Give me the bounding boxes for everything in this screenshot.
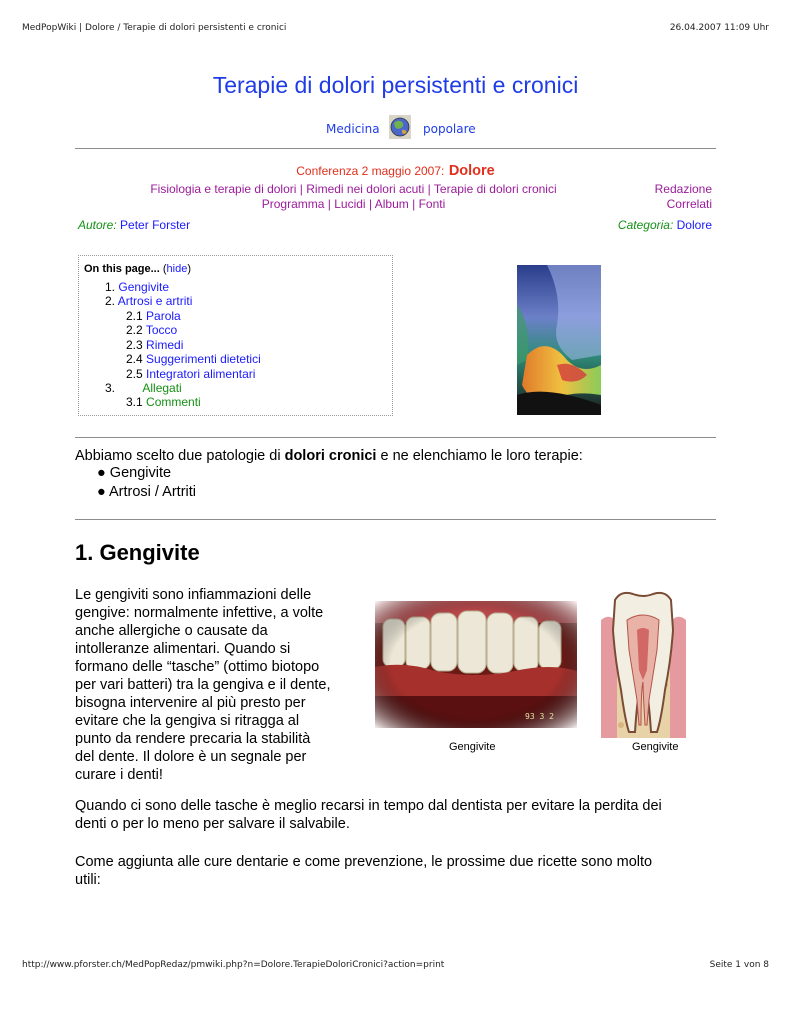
toc-item [126, 367, 255, 381]
nav-link-rimedi[interactable]: Rimedi nei dolori acuti [306, 182, 425, 196]
toc-link-gengivite[interactable]: Gengivite [118, 280, 170, 294]
list-item: ● Gengivite [97, 465, 172, 481]
nav-link-correlati[interactable]: Correlati [666, 197, 712, 211]
nav-separator: | [299, 182, 303, 196]
print-footer-url: http://www.pforster.ch/MedPopRedaz/pmwiki.php?n=Dolore.TerapieDoloriCronici?action=print [22, 960, 445, 970]
toc-item [126, 323, 177, 337]
globe-icon[interactable] [389, 115, 411, 139]
nav-link-album[interactable]: Album [374, 197, 409, 211]
intro-text: e [380, 448, 389, 464]
text-line: Come aggiunta alle cure dentarie e come prevenzione, le prossime due ricette sono molto [75, 854, 653, 870]
painting-image [517, 265, 601, 415]
toc-item-number: 3.1 [126, 395, 143, 409]
page-title: Terapie di dolori persistenti e cronici [212, 72, 579, 98]
print-footer-page: Seite 1 von 8 [709, 960, 769, 970]
text-line: curare i denti! [75, 767, 163, 783]
print-header-title: MedPopWiki | Dolore / Terapie di dolori persistenti e cronici [22, 23, 287, 33]
conference-label: Conferenza 2 maggio 2007: [296, 164, 445, 178]
toc-item-number: 2.1 [126, 309, 143, 323]
author-link[interactable]: Peter Forster [120, 218, 191, 232]
toc-item-number: 2.3 [126, 338, 143, 352]
nav-link-fonti[interactable]: Fonti [418, 197, 446, 211]
toc-link-tocco[interactable]: Tocco [145, 323, 178, 337]
text-line: del dente. Il dolore è un segnale per [75, 749, 307, 765]
text-line: gengive: normalmente infettive, a volte [75, 605, 324, 621]
toc-heading-line: On this page... (hide) [84, 263, 191, 275]
text-line: per vari batteri) tra la gengiva e il dente, [75, 677, 331, 693]
toc-item-number: 3. [105, 381, 116, 395]
logo-text-right[interactable]: popolare [423, 122, 476, 136]
category-label: Categoria: [617, 218, 674, 232]
toc-item-number: 2.4 [126, 352, 143, 366]
nav-separator: | [368, 197, 373, 211]
toc-item-number: 1. [105, 280, 116, 294]
section-heading-gengivite: 1. Gengivite [75, 540, 200, 565]
divider [75, 519, 716, 520]
toc-item [126, 395, 201, 409]
list-item-text: Gengivite [109, 465, 172, 481]
caption-gum-photo: Gengivite [449, 741, 496, 753]
author-line [78, 218, 190, 232]
toc-link-allegati[interactable]: Allegati [142, 381, 182, 395]
text-line: formano delle “tasche” (ottimo biotopo [75, 659, 320, 675]
list-item-text: Artrosi / Artriti [109, 484, 197, 500]
caption-tooth-diagram: Gengivite [632, 741, 679, 753]
toc-item-number: 2. [105, 294, 116, 308]
toc-item [126, 338, 183, 352]
toc-item [105, 381, 182, 395]
nav-link-redazione[interactable]: Redazione [654, 182, 712, 196]
logo-text-left[interactable]: Medicina [326, 122, 380, 136]
toc-item-number: 2.5 [126, 367, 143, 381]
nav-separator: | [327, 197, 331, 211]
toc-item-number: 2.2 [126, 323, 143, 337]
text-line: anche allergiche o causate da [75, 623, 268, 639]
toc-item [126, 309, 181, 323]
intro-bold: dolori cronici [284, 448, 377, 464]
print-header-datetime: 26.04.2007 11:09 Uhr [669, 23, 769, 33]
list-item: ● Artrosi / Artriti [97, 484, 197, 500]
toc-link-suggerimenti[interactable]: Suggerimenti dietetici [146, 352, 261, 366]
toc-link-rimedi[interactable]: Rimedi [146, 338, 184, 352]
divider [75, 148, 716, 149]
nav-link-fisiologia[interactable]: Fisiologia e terapie di dolori [150, 182, 297, 196]
text-line: intolleranze alimentari. Quando si [75, 641, 291, 657]
toc-link-artrosi[interactable]: Artrosi e artriti [117, 294, 193, 308]
toc-link-commenti[interactable]: Commenti [146, 395, 201, 409]
nav-row-1 [0, 182, 707, 196]
intro-text: ne elenchiamo le loro terapie: [388, 448, 583, 464]
paragraph-dentist [75, 797, 735, 833]
nav-row-2 [0, 197, 707, 211]
toc-hide-link[interactable]: hide [166, 263, 188, 275]
toc-item [105, 280, 169, 294]
paragraph-prevention [75, 853, 735, 889]
gengivite-paragraph [75, 586, 375, 784]
toc-link-integratori[interactable]: Integratori alimentari [146, 367, 256, 381]
toc-item [126, 352, 261, 366]
text-line: Quando ci sono delle tasche è meglio recarsi in tempo dal dentista per evitare la perdita dei [75, 798, 662, 814]
author-label: Autore: [78, 218, 117, 232]
toc-link-parola[interactable]: Parola [146, 309, 181, 323]
divider [75, 437, 716, 438]
photo-stamp-text: 93 3 2 [525, 712, 554, 721]
toc-item [105, 294, 192, 308]
conference-line [0, 162, 791, 180]
tooth-diagram [601, 590, 686, 738]
category-link[interactable]: Dolore [676, 218, 712, 232]
intro-paragraph [75, 447, 583, 465]
table-of-contents [78, 255, 393, 416]
text-line: evitare che la gengiva si ritragga al [75, 713, 300, 729]
intro-text: Abbiamo scelto due patologie di [75, 448, 285, 464]
text-line: denti o per lo meno per salvare il salvabile. [75, 816, 350, 832]
toc-heading: On this page... [84, 263, 160, 275]
category-line [618, 218, 712, 232]
text-line: punto da rendere precaria la stabilità [75, 731, 311, 747]
nav-separator: | [427, 182, 431, 196]
text-line: Le gengiviti sono infiammazioni delle [75, 587, 312, 603]
bullet-list [97, 464, 196, 501]
nav-link-programma[interactable]: Programma [261, 197, 325, 211]
conference-topic-link[interactable]: Dolore [448, 163, 495, 179]
gum-photo [375, 601, 577, 728]
text-line: utili: [75, 872, 101, 888]
nav-separator: | [412, 197, 416, 211]
nav-link-terapie[interactable]: Terapie di dolori cronici [433, 182, 557, 196]
text-line: bisogna intervenire al più presto per [75, 695, 306, 711]
nav-link-lucidi[interactable]: Lucidi [334, 197, 366, 211]
